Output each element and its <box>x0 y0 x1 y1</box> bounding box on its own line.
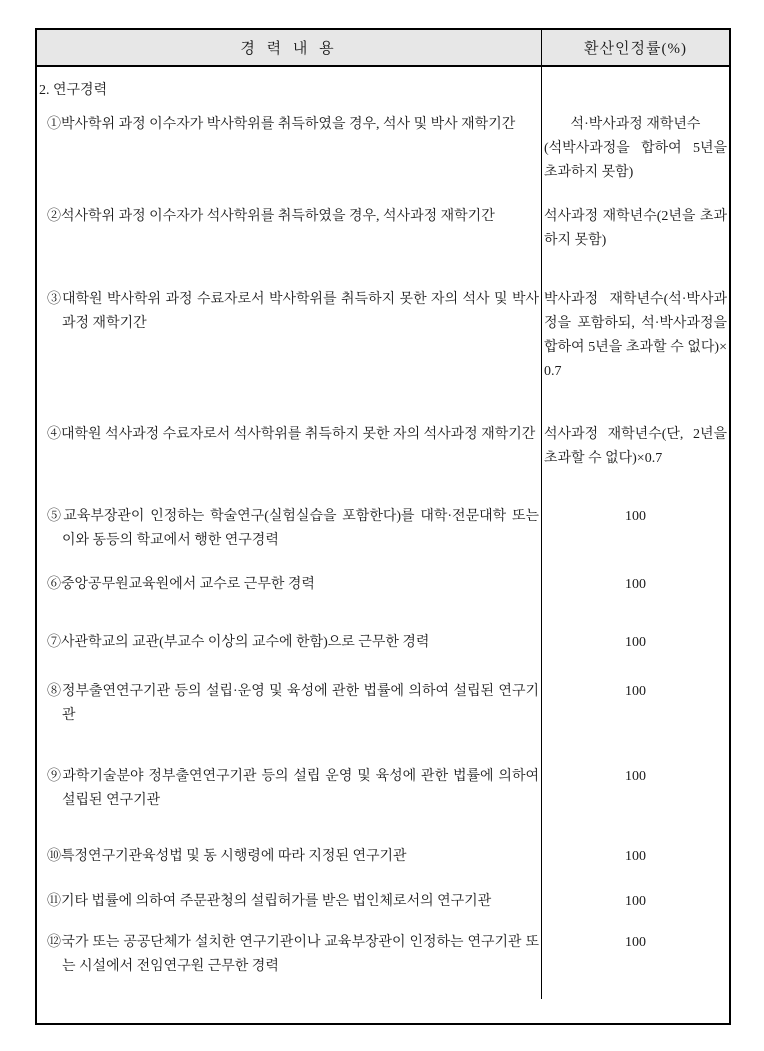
rate-value: 100 <box>625 769 646 784</box>
item-number: ④ <box>47 427 61 442</box>
header-career-content: 경 력 내 용 <box>240 41 338 57</box>
career-item <box>39 890 539 914</box>
item-number: ⑩ <box>47 849 61 864</box>
career-content-cell <box>37 680 541 765</box>
rate-text: 박사과정 재학년수(석·박사과정을 포함하되, 석·박사과정을 합하여 5년을 초과할 수 없다)×0.7 <box>544 292 727 379</box>
table-body <box>37 67 729 999</box>
rate-cell <box>541 765 729 845</box>
item-number: ⑫ <box>47 935 62 950</box>
rate-value: 100 <box>625 509 646 524</box>
header-conversion-rate: 환산인정률(%) <box>541 30 729 65</box>
item-text: 석사학위 과정 이수자가 석사학위를 취득하였을 경우, 석사과정 재학기간 <box>61 209 495 224</box>
career-item <box>39 113 539 137</box>
rate-value: 100 <box>625 894 646 909</box>
career-recognition-table <box>35 28 731 1025</box>
career-content-cell <box>37 67 541 113</box>
career-content-cell <box>37 931 541 999</box>
career-content-cell <box>37 423 541 505</box>
item-text: 박사학위 과정 이수자가 박사학위를 취득하였을 경우, 석사 및 박사 재학기간 <box>61 117 516 132</box>
table-row <box>37 205 729 288</box>
rate-cell <box>541 631 729 680</box>
rate-value: 100 <box>625 849 646 864</box>
table-row <box>37 67 729 113</box>
rate-cell <box>541 113 729 205</box>
item-text: 기타 법률에 의하여 주문관청의 설립허가를 받은 법인체로서의 연구기관 <box>61 894 492 909</box>
item-text: 중앙공무원교육원에서 교수로 근무한 경력 <box>61 577 315 592</box>
rate-text: 석사과정 재학년수(단, 2년을 초과할 수 없다)×0.7 <box>544 427 727 466</box>
table-row <box>37 631 729 680</box>
career-item <box>39 845 539 869</box>
rate-cell <box>541 505 729 573</box>
table-row <box>37 890 729 931</box>
table-row <box>37 931 729 999</box>
career-item <box>39 931 539 979</box>
career-item <box>39 205 539 229</box>
item-text: 정부출연연구기관 등의 설립·운영 및 육성에 관한 법률에 의하여 설립된 연구기관 <box>61 684 539 723</box>
table-row <box>37 573 729 631</box>
rate-text: 석사과정 재학년수(2년을 초과하지 못함) <box>544 209 727 248</box>
rate-title: 석·박사과정 재학년수 <box>570 117 701 132</box>
rate-cell <box>541 573 729 631</box>
career-item <box>39 288 539 336</box>
career-content-cell <box>37 765 541 845</box>
table-row <box>37 113 729 205</box>
item-text: 특정연구기관육성법 및 동 시행령에 따라 지정된 연구기관 <box>61 849 407 864</box>
table-header <box>37 30 729 67</box>
career-content-cell <box>37 205 541 288</box>
rate-value: 100 <box>625 577 646 592</box>
item-number: ⑧ <box>47 684 62 699</box>
rate-cell <box>541 423 729 505</box>
rate-cell <box>541 67 729 113</box>
table-row <box>37 845 729 890</box>
table-row <box>37 680 729 765</box>
section-title: 2. 연구경력 <box>39 83 108 98</box>
rate-cell <box>541 890 729 931</box>
item-number: ① <box>47 117 61 132</box>
rate-cell <box>541 931 729 999</box>
career-item <box>39 573 539 597</box>
item-number: ⑥ <box>47 577 61 592</box>
rate-cell <box>541 288 729 423</box>
table-row <box>37 288 729 423</box>
career-item <box>39 765 539 813</box>
table-row <box>37 423 729 505</box>
table-row <box>37 505 729 573</box>
rate-cell <box>541 680 729 765</box>
career-content-cell <box>37 288 541 423</box>
item-number: ② <box>47 209 61 224</box>
career-item <box>39 631 539 655</box>
rate-value: 100 <box>625 684 646 699</box>
rate-cell <box>541 845 729 890</box>
rate-value: 100 <box>625 635 646 650</box>
rate-note: (석박사과정을 합하여 5년을 초과하지 못함) <box>544 141 727 180</box>
career-item <box>39 505 539 553</box>
item-number: ⑨ <box>47 769 63 784</box>
item-text: 과학기술분야 정부출연연구기관 등의 설립 운영 및 육성에 관한 법률에 의하여 설립된 연구기관 <box>62 769 539 808</box>
career-content-cell <box>37 845 541 890</box>
item-number: ⑪ <box>47 894 61 909</box>
item-text: 대학원 석사과정 수료자로서 석사학위를 취득하지 못한 자의 석사과정 재학기간 <box>61 427 536 442</box>
career-content-cell <box>37 890 541 931</box>
career-content-cell <box>37 631 541 680</box>
item-text: 교육부장관이 인정하는 학술연구(실험실습을 포함한다)를 대학·전문대학 또는 이와 동등의 학교에서 행한 연구경력 <box>62 509 539 548</box>
table-row <box>37 765 729 845</box>
item-text: 국가 또는 공공단체가 설치한 연구기관이나 교육부장관이 인정하는 연구기관 또는 시설에서 전임연구원 근무한 경력 <box>61 935 540 974</box>
career-content-cell <box>37 573 541 631</box>
rate-cell <box>541 205 729 288</box>
career-item <box>39 423 539 447</box>
item-text: 대학원 박사학위 과정 수료자로서 박사학위를 취득하지 못한 자의 석사 및 박사과정 재학기간 <box>61 292 539 331</box>
career-item <box>39 680 539 728</box>
career-content-cell <box>37 505 541 573</box>
career-content-cell <box>37 113 541 205</box>
item-number: ⑦ <box>47 635 61 650</box>
item-number: ③ <box>47 292 62 307</box>
item-number: ⑤ <box>47 509 64 524</box>
item-text: 사관학교의 교관(부교수 이상의 교수에 한함)으로 근무한 경력 <box>61 635 430 650</box>
rate-value: 100 <box>625 935 646 950</box>
